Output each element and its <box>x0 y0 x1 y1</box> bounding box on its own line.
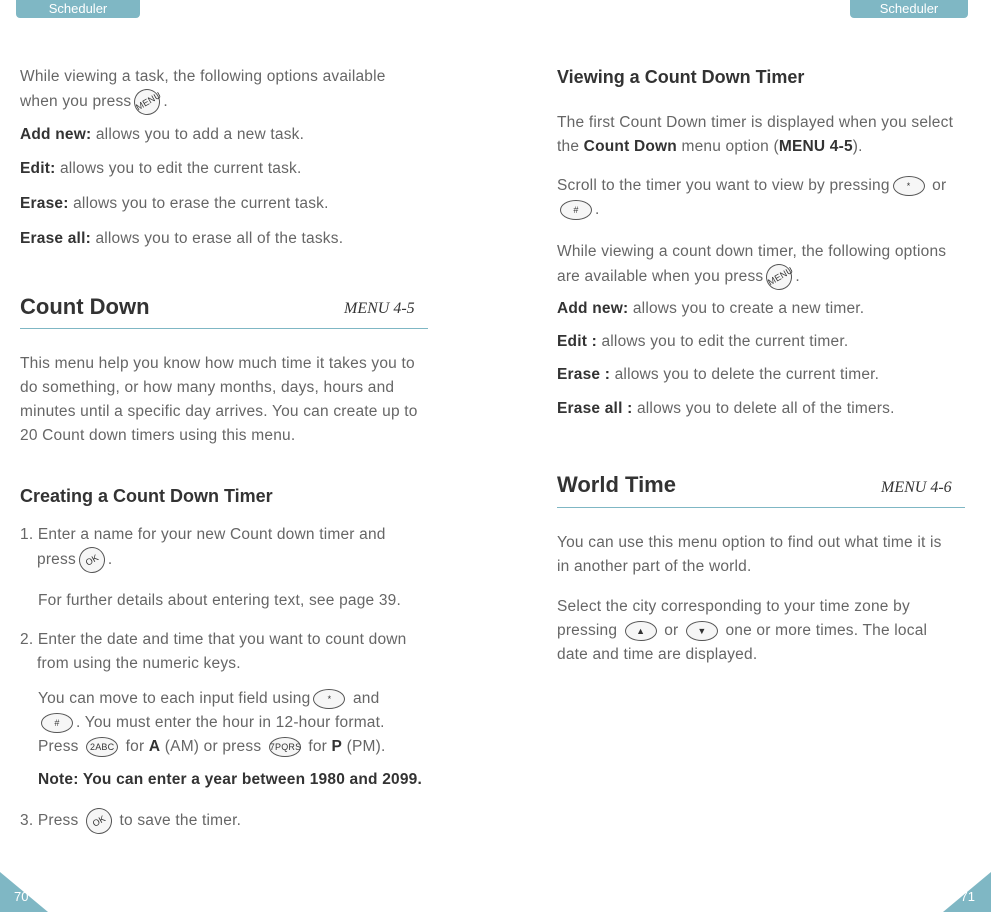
step-2: 2. Enter the date and time that you want to count down from using the numeric keys. <box>20 631 407 672</box>
timer-option-add-new: Add new: allows you to create a new timer. <box>557 300 865 317</box>
timer-option-edit: Edit : allows you to edit the current timer. <box>557 333 849 350</box>
page-number-left: 70 <box>14 889 29 904</box>
down-key-icon: ▼ <box>686 621 718 641</box>
scroll-paragraph: Scroll to the timer you want to view by pressing * or # . <box>557 177 947 218</box>
menu-key-icon: MENU <box>130 84 166 120</box>
world-time-menu-ref: MENU 4-6 <box>881 479 952 496</box>
option-erase-all: Erase all: allows you to erase all of the tasks. <box>20 230 344 247</box>
count-down-description: This menu help you know how much time it takes you to do something, or how many months, days, hours and minutes until a specific day arrives. You can create up to 20 Count down timers using this menu. <box>20 355 418 444</box>
world-time-select: Select the city corresponding to your time zone by pressing ▲ or ▼ one or more times. The local date and time are displayed. <box>557 598 928 663</box>
step-1: 1. Enter a name for your new Count down timer and press OK . <box>20 523 386 573</box>
ok-key-icon-save: OK <box>81 803 117 839</box>
option-erase: Erase: allows you to erase the current task. <box>20 195 329 212</box>
star-key-icon-right: * <box>893 176 925 196</box>
step-3: 3. Press OK to save the timer. <box>20 808 241 834</box>
left-intro: While viewing a task, the following options available when you press MENU. <box>20 65 386 115</box>
world-time-description: You can use this menu option to find out what time it is in another part of the world. <box>557 534 942 575</box>
seven-key-icon: 7PQRS <box>269 737 301 757</box>
hash-key-icon: # <box>41 713 73 733</box>
note: Note: You can enter a year between 1980 and 2099. <box>38 771 422 788</box>
timer-option-erase-all: Erase all : allows you to delete all of the timers. <box>557 400 895 417</box>
section-tab-right: Scheduler <box>850 0 968 18</box>
section-rule-right <box>557 507 965 508</box>
option-add-new: Add new: allows you to add a new task. <box>20 126 305 143</box>
section-rule <box>20 328 428 329</box>
creating-timer-heading: Creating a Count Down Timer <box>20 486 273 506</box>
up-key-icon: ▲ <box>625 621 657 641</box>
star-key-icon: * <box>313 689 345 709</box>
option-edit: Edit: allows you to edit the current task. <box>20 160 302 177</box>
hash-key-icon-right: # <box>560 200 592 220</box>
page-number-right: 71 <box>960 889 975 904</box>
count-down-menu-ref: MENU 4-5 <box>344 300 415 317</box>
count-down-heading: Count Down <box>20 294 150 319</box>
viewing-timer-heading: Viewing a Count Down Timer <box>557 67 805 87</box>
world-time-heading: World Time <box>557 472 676 497</box>
viewing-paragraph: The first Count Down timer is displayed when you select the Count Down menu option (MENU 4-5). <box>557 114 954 155</box>
while-viewing-paragraph: While viewing a count down timer, the following options are available when you press MENU. <box>557 240 946 290</box>
ok-key-icon: OK <box>74 542 110 578</box>
section-tab-left: Scheduler <box>16 0 140 18</box>
menu-key-icon-right: MENU <box>762 259 798 295</box>
timer-option-erase: Erase : allows you to delete the current timer. <box>557 366 880 383</box>
two-key-icon: 2ABC <box>86 737 118 757</box>
step-2-move: You can move to each input field using * and # . You must enter the hour in 12-hour format. Press 2ABC for A (AM) or press 7PQRS for P (PM). <box>38 690 386 755</box>
step-1-note: For further details about entering text, see page 39. <box>38 592 402 609</box>
